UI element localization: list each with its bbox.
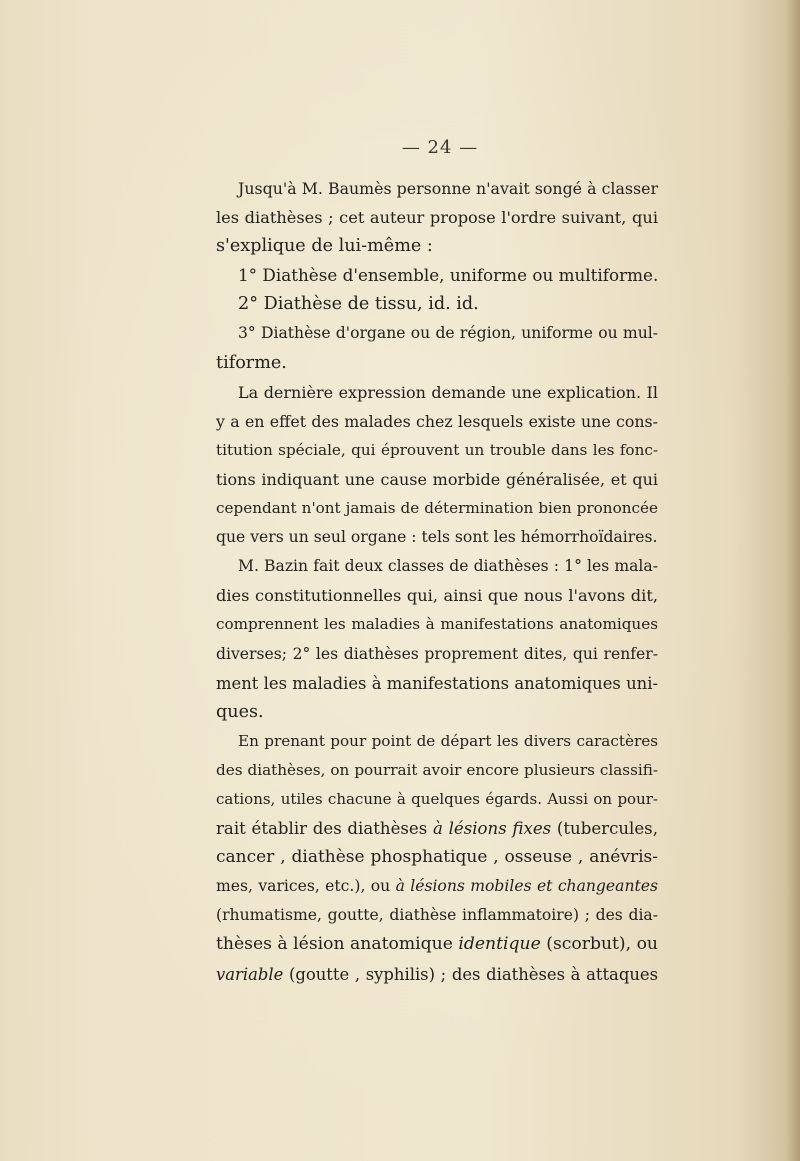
text-line: Jusqu'à M. Baumès personne n'avait songé à classer [238,179,658,198]
text-line: comprennent les maladies à manifestations anatomiques [216,615,658,634]
text-line: ment les maladies à manifestations anatomiques uni- [216,673,658,693]
text-line: titution spéciale, qui éprouvent un trouble dans les fonc- [216,440,658,459]
text-line: des diathèses, on pourrait avoir encore plusieurs classifi- [216,760,658,779]
text-line: que vers un seul organe : tels sont les hémorrhoïdaires. [216,528,658,547]
text-span: rait établir des diathèses [216,819,433,839]
text-span: (goutte , syphilis) ; des diathèses à attaques [283,964,658,984]
text-line [216,872,658,901]
text-line: 3° Diathèse d'organe ou de région, uniforme ou mul- [238,324,658,343]
text-line: 2° Diathèse de tissu, id. id. [238,294,479,315]
text-line: ques. [216,701,264,722]
text-line: 1° Diathèse d'ensemble, uniforme ou multiforme. [238,265,659,286]
italic-text: identique [458,934,541,955]
text-span: thèses à lésion anatomique [216,934,459,955]
text-line: tions indiquant une cause morbide généralisée, et qui [216,469,658,489]
text-line: La dernière expression demande une explication. Il [238,382,658,402]
text-line: (rhumatisme, goutte, diathèse inflammatoire) ; des dia- [216,906,658,925]
italic-text: à lésions fixes [432,819,552,839]
text-line: tiforme. [216,352,287,373]
text-line: y a en effet des malades chez lesquels existe une cons- [216,411,658,431]
text-span: (scorbut), ou [540,934,658,955]
italic-text: à lésions mobiles et changeantes [395,877,658,896]
text-line: cations, utiles chacune à quelques égards. Aussi on pour- [216,789,658,808]
text-line [216,930,658,959]
text-line: dies constitutionnelles qui, ainsi que nous l'avons dit, [216,586,658,606]
text-span: (tubercules, [551,819,658,839]
text-line: s'explique de lui-même : [216,236,433,257]
page-edge-shadow [786,0,800,1161]
text-line: les diathèses ; cet auteur propose l'ordre suivant, qui [216,208,658,228]
text-span: mes, varices, etc.), ou [216,877,396,896]
body-text [216,174,658,989]
text-line [216,960,658,989]
text-line: M. Bazin fait deux classes de diathèses : 1° les mala- [238,557,658,576]
text-line [216,814,658,843]
text-line: diverses; 2° les diathèses proprement dites, qui renfer- [216,644,658,663]
text-line: En prenant pour point de départ les divers caractères [238,731,658,750]
text-line: cependant n'ont jamais de détermination bien prononcée [216,499,658,518]
page-number: — 24 — [401,137,479,158]
text-line: cancer , diathèse phosphatique , osseuse , anévris- [216,847,658,868]
italic-text: variable [216,964,284,984]
